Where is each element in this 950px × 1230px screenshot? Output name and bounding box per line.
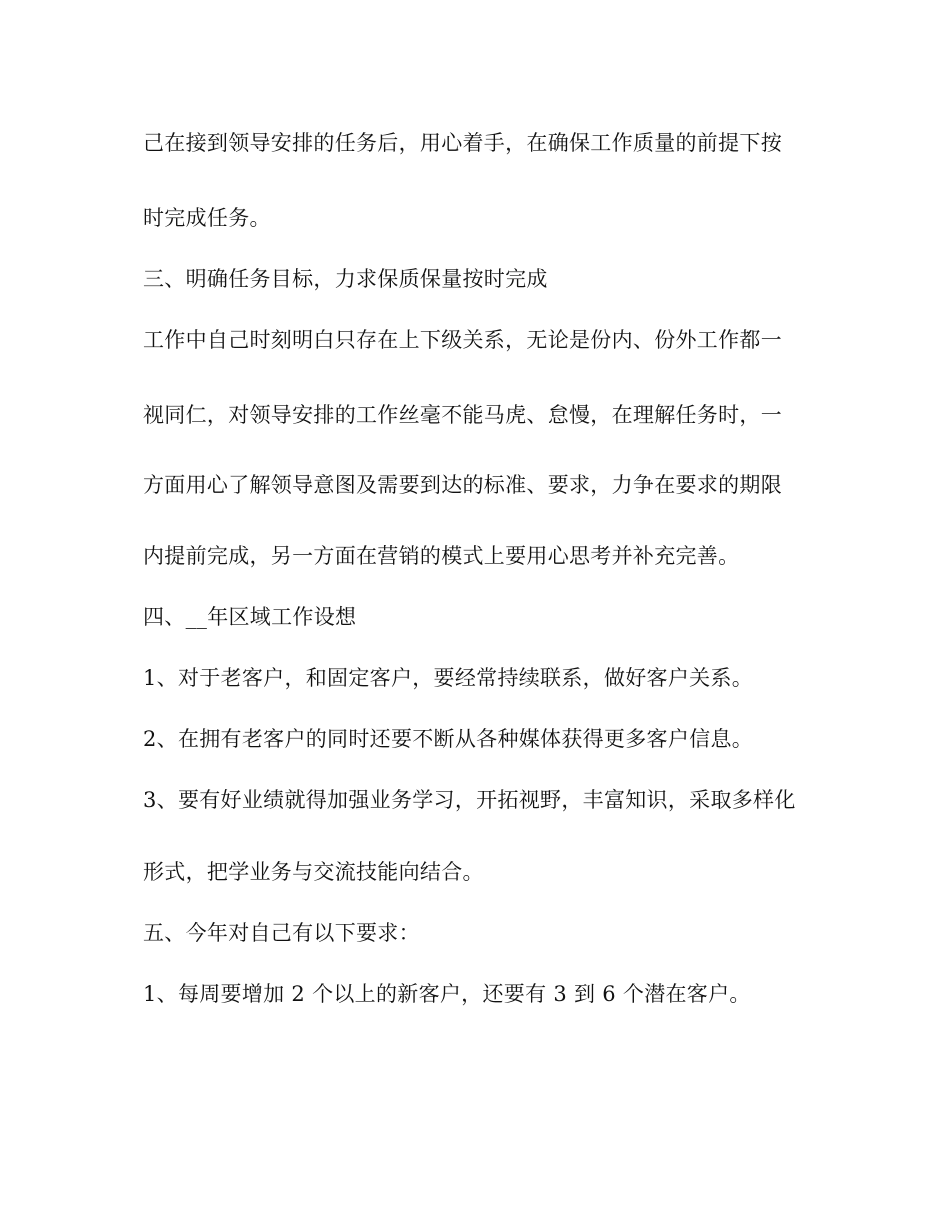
- paragraph-line: 工作中自己时刻明白只存在上下级关系，无论是份内、份外工作都一: [143, 328, 782, 352]
- paragraph-line: 内提前完成，另一方面在营销的模式上要用心思考并补充完善。: [143, 544, 740, 568]
- paragraph-line: 方面用心了解领导意图及需要到达的标准、要求，力争在要求的期限: [143, 473, 782, 497]
- list-item: 1、每周要增加 2 个以上的新客户，还要有 3 到 6 个潜在客户。: [143, 982, 751, 1006]
- list-item: 2、在拥有老客户的同时还要不断从各种媒体获得更多客户信息。: [143, 727, 754, 751]
- paragraph-line: 己在接到领导安排的任务后，用心着手，在确保工作质量的前提下按: [143, 131, 782, 155]
- paragraph-line: 视同仁，对领导安排的工作丝毫不能马虎、怠慢，在理解任务时，一: [143, 403, 782, 427]
- paragraph-line: 时完成任务。: [143, 206, 271, 230]
- paragraph-line: 形式，把学业务与交流技能向结合。: [143, 860, 484, 884]
- section-heading: 三、明确任务目标，力求保质保量按时完成: [143, 267, 548, 291]
- list-item: 1、对于老客户，和固定客户，要经常持续联系，做好客户关系。: [143, 666, 754, 690]
- section-heading: 五、今年对自己有以下要求：: [143, 921, 420, 945]
- list-item: 3、要有好业绩就得加强业务学习，开拓视野，丰富知识，采取多样化: [143, 788, 796, 812]
- section-heading: 四、__年区域工作设想: [143, 605, 357, 629]
